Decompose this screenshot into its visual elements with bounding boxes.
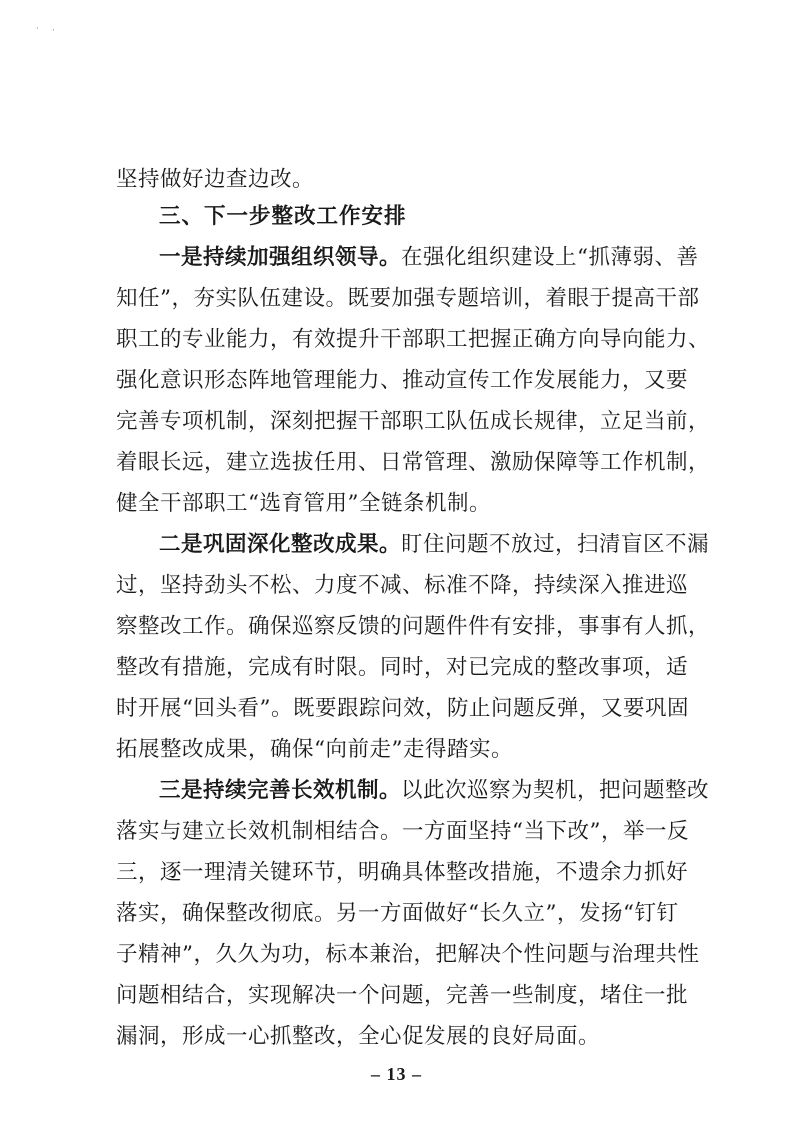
continuation-line: 坚持做好边查边改。	[116, 167, 315, 192]
paragraph-2-line-5: 时开展“回头看”。既要跟踪问效，防止问题反弹，又要巩固	[116, 696, 689, 721]
page-number: – 13 –	[371, 1064, 422, 1084]
paragraph-2-line-6: 拓展整改成果，确保“向前走”走得踏实。	[116, 737, 513, 762]
paragraph-3-line-7: 漏洞，形成一心抓整改，全心促发展的良好局面。	[116, 1024, 601, 1049]
paragraph-2-line-3: 察整改工作。确保巡察反馈的问题件件有安排，事事有人抓，	[116, 614, 711, 639]
paragraph-1-first-line	[159, 238, 699, 278]
paragraph-1-line-4: 强化意识形态阵地管理能力、推动宣传工作发展能力，又要	[116, 368, 689, 393]
paragraph-3-line-3: 三，逐一理清关键环节，明确具体整改措施，不遗余力抓好	[116, 860, 689, 885]
section-heading: 三、下一步整改工作安排	[159, 204, 407, 229]
paragraph-3-line-1: 以此次巡察为契机，把问题整改	[401, 778, 710, 803]
paragraph-1-line-5: 完善专项机制，深刻把握干部职工队伍成长规律，立足当前，	[116, 409, 711, 434]
paragraph-3-line-4: 落实，确保整改彻底。另一方面做好“长久立”，发扬“钉钉	[116, 901, 679, 926]
paragraph-2-lead: 二是巩固深化整改成果。	[159, 532, 402, 557]
paragraph-1-line-3: 职工的专业能力，有效提升干部职工把握正确方向导向能力、	[116, 327, 711, 352]
scan-speck-icon: ·	[52, 26, 55, 36]
paragraph-3-line-5: 子精神”，久久为功，标本兼治，把解决个性问题与治理共性	[116, 942, 700, 967]
paragraph-3-lead: 三是持续完善长效机制。	[159, 778, 402, 803]
paragraph-3-line-2: 落实与建立长效机制相结合。一方面坚持“当下改”，举一反	[116, 819, 689, 844]
paragraph-1-line-7: 健全干部职工“选育管用”全链条机制。	[116, 491, 491, 516]
paragraph-1-line-1: 在强化组织建设上“抓薄弱、善	[401, 245, 699, 270]
paragraph-1-line-2: 知任”，夯实队伍建设。既要加强专题培训，着眼于提高干部	[116, 286, 700, 311]
paragraph-3-line-6: 问题相结合，实现解决一个问题，完善一些制度，堵住一批	[116, 983, 689, 1008]
paragraph-3-first-line	[159, 771, 710, 811]
paragraph-1-line-6: 着眼长远，建立选拔任用、日常管理、激励保障等工作机制，	[116, 450, 711, 475]
paragraph-2-line-2: 过，坚持劲头不松、力度不减、标准不降，持续深入推进巡	[116, 573, 689, 598]
paragraph-1-lead: 一是持续加强组织领导。	[159, 245, 402, 270]
paragraph-2-first-line	[159, 525, 710, 565]
paragraph-2-line-1: 盯住问题不放过，扫清盲区不漏	[401, 532, 710, 557]
scan-speck-icon: ·	[36, 24, 39, 34]
paragraph-2-line-4: 整改有措施，完成有时限。同时，对已完成的整改事项，适	[116, 655, 689, 680]
